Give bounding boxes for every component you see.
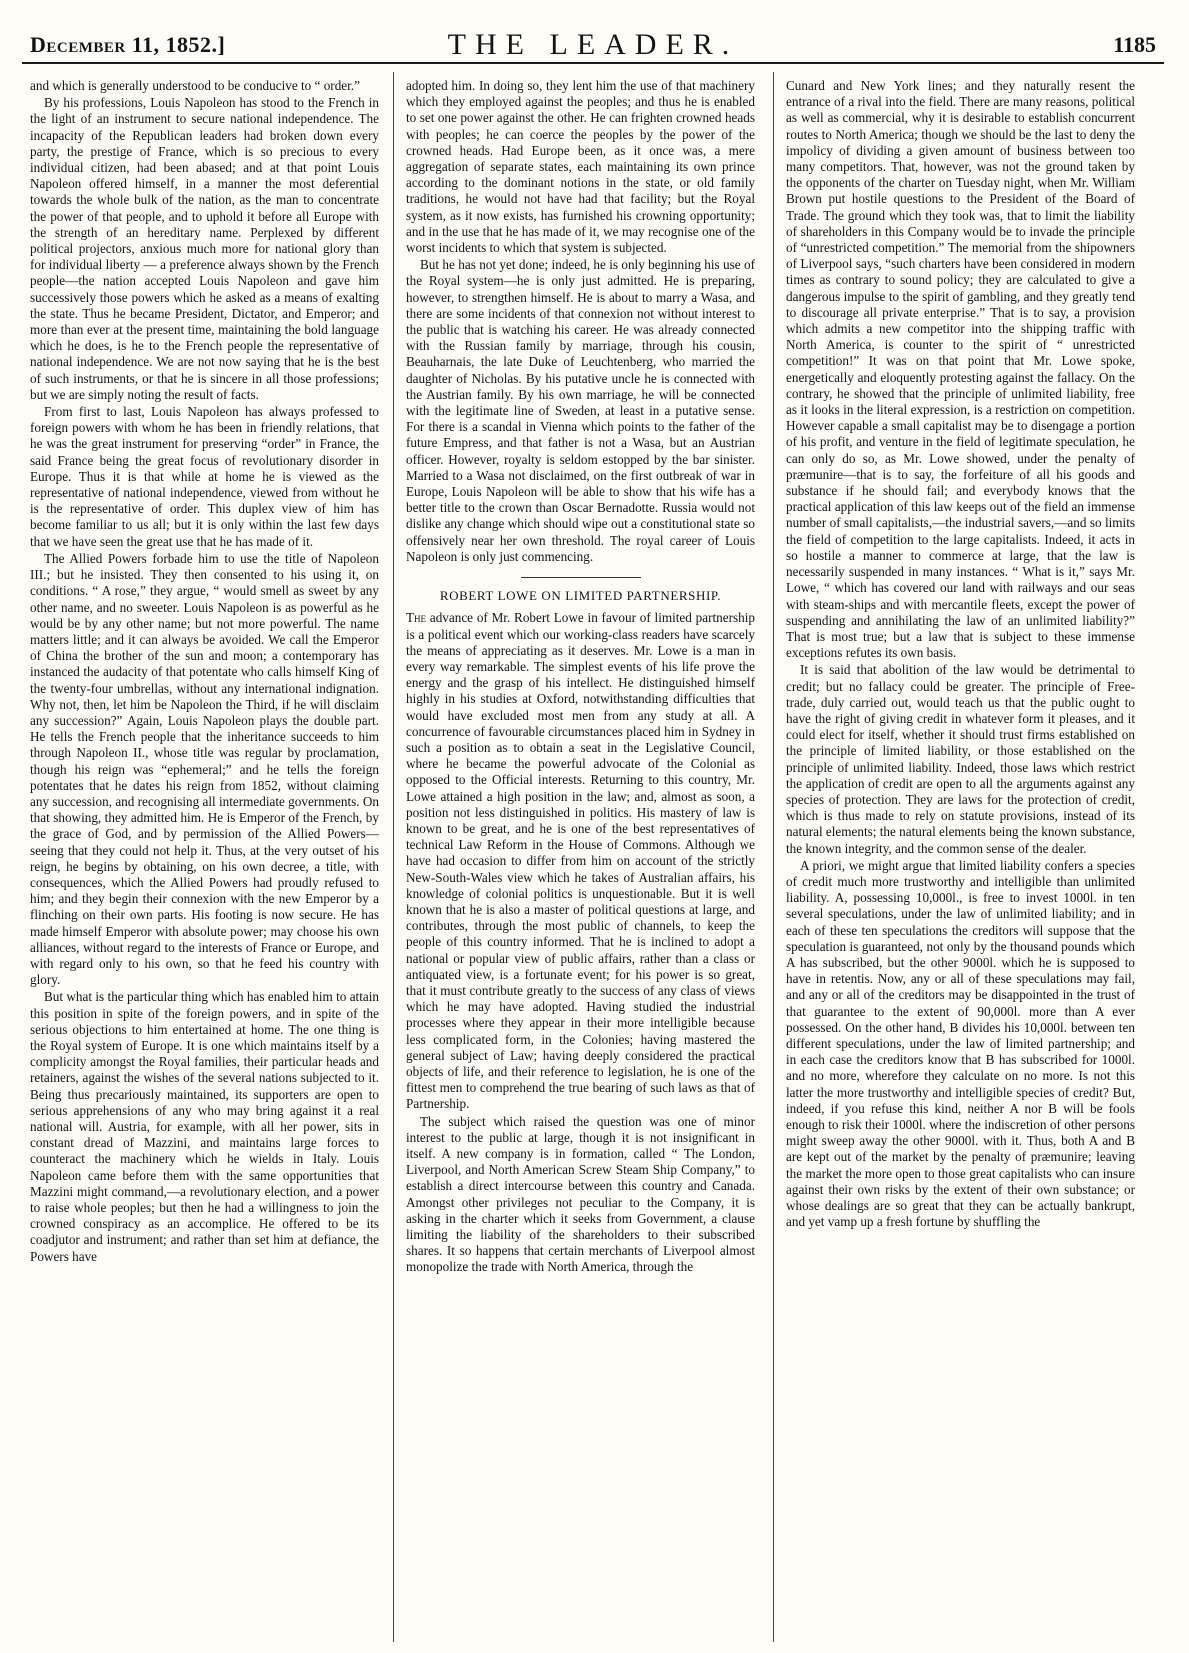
paragraph: A priori, we might argue that limited liability confers a species of credit much more trustworthy and intelligible than unlimited liability. A, possessing 10,000l., is free to invest 1000l. in ten several speculations, under the law of unlimited liability; and in each of these ten speculations the creditors will suppose that the speculation is guaranteed, not only by the thousand pounds which A has subscribed, but the other 9000l. which he is supposed to have in retentis. Now, any or all of these speculations may fail, and any or all of the creditors may be disappointed in the trust of that guarantee to the extent of 90,000l. more than A ever possessed. On the other hand, B divides his 10,000l. between ten different speculations, under the law of limited partnership; and in each case the creditors know that B has subscribed for 1000l. and no more, wherefore they calculate on no more. Is not this latter the more trustworthy and intelligible species of credit? But, indeed, if you refuse this kind, neither A nor B will be fools enough to risk their 1000l. where the indiscretion of other persons might sweep away the other 9000l. with it. Thus, both A and B are kept out of the market by the penalty of præmunire; leaving the market the more open to those great capitalists who can insure against their own risks by the extent of their own substance; or whose dealings are so great that they can be actually bankrupt, and yet vamp up a fresh fortune by shuffling the: [786, 857, 1135, 1230]
page-header: [22, 22, 1164, 64]
paragraph: The subject which raised the question was one of minor interest to the public at large, though it is not insignificant in itself. A new company is in formation, called “ The London, Liverpool, and North American Screw Steam Ship Company,” to establish a direct intercourse between this country and Canada. Amongst other privileges not peculiar to the Company, it is asking in the charter which it seeks from Government, a clause limiting the liability of the shareholders to their subscribed shares. It so happens that certain merchants of Liverpool almost monopolize the trade with North America, through the: [406, 1113, 755, 1275]
paragraph: By his professions, Louis Napoleon has stood to the French in the light of an instrument to secure national independence. The incapacity of the Republican leaders had broken down every party, the prestige of France, which is so precious to every individual citizen, had been abased; and at that point Louis Napoleon offered himself, in a manner the most deferential towards the whole bulk of the nation, as the man to concentrate the power of that people, and to uphold it before all Europe with the strength of an hereditary name. Perplexed by different political projectors, anxious much more for national glory than for individual liberty — a preference always shown by the French people—the nation accepted Louis Napoleon and gave him successively those powers which he asked as a means of exalting the state. Thus he became President, Dictator, and Emperor; and more than ever at the present time, maintaining the bold language which he does, is he to the French people the representative of national independence. We are not now saying that he is the best of such instruments, or that he is sincere in all those professions; but we are simply noting the result of facts.: [30, 95, 379, 402]
column-rule: [773, 72, 774, 1642]
paragraph: adopted him. In doing so, they lent him the use of that machinery which they employed against the peoples; and thus he is enabled to set one power against the other. He can frighten crowned heads with peoples; he can coerce the peoples by the power of the crowned heads. Had Europe been, as it once was, a mere aggregation of separate states, each maintaining its own prince according to the dominant notions in the state, or old family traditions, he would not have had that facility; but the Royal system, as it now exists, has furnished his crowning opportunity; and in the use that he has made of it, we may recognise one of the worst incidents to which that system is subjected.: [406, 78, 755, 256]
newspaper-title: THE LEADER.: [447, 28, 739, 61]
article-heading: ROBERT LOWE ON LIMITED PARTNERSHIP.: [439, 588, 722, 604]
paragraph: It is said that abolition of the law would be detrimental to credit; but no fallacy could be greater. The principle of Free-trade, duly carried out, would teach us that the public ought to have the right of giving credit in whatever form it pleases, and it could elect for itself, whether it should trust firms established on the principle of limited liability, or those established on the principle of unlimited liability. Indeed, those laws which restrict the application of credit are open to all the arguments against any species of protection. They are laws for the protection of credit, which is thus made to rely on statute provisions, instead of its natural elements; the natural elements being the known substance, the known integrity, and the common sense of the dealer.: [786, 662, 1135, 856]
section-divider: [521, 577, 641, 578]
column-2: [406, 78, 755, 1638]
paragraph: Cunard and New York lines; and they naturally resent the entrance of a rival into the field. There are many reasons, political as well as commercial, why it is desirable to establish concurrent routes to North America; though we should be the last to deny the impolicy of dividing a given amount of business between too many competitors. That, however, was not the ground taken by the opponents of the charter on Tuesday night, when Mr. William Brown put hostile questions to the President of the Board of Trade. The ground which they took was, that to limit the liability of shareholders in this Company would be to invade the principle of “unrestricted competition.” The memorial from the shipowners of Liverpool says, “such charters have been considered in modern times as contrary to sound policy; they are calculated to give a dangerous impulse to the spirit of gambling, and they greatly tend to discourage all private enterprise.” That is to say, a provision which admits a new competitor into the shipping traffic with North America, is counter to the spirit of “ unrestricted competition!” It was on that point that Mr. Lowe spoke, energetically and eloquently protesting against the fallacy. On the contrary, he showed that the principle of unlimited liability, free as it looks in the literal expression, is a restriction on competition. However capable a small capitalist may be to disengage a portion of his profit, and venture in the field of legitimate speculation, he can only do so, as Mr. Lowe showed, under the penalty of præmunire—that is to say, the forfeiture of all his goods and substance if he should fail; and everybody knows that the practical application of this law keeps out of the field an immense number of small capitalists,—the industrial savers,—and so limits the field of competition to the large capitalists. Indeed, it acts in so hostile a manner to commerce at large, that the law is necessarily suspended in many instances. “ What is it,” says Mr. Lowe, “ which has covered our land with railways and our seas with steam-ships and with mercantile fleets, except the power of suspending and annihilating the law of an unlimited liability?” That is most true; but a law that is subject to these immense exceptions refutes its own basis.: [786, 78, 1135, 661]
paragraph: But what is the particular thing which has enabled him to attain this position in spite of the foreign powers, and in spite of the serious objections to him entertained at home. The one thing is the Royal system of Europe. It is one which maintains itself by a complicity amongst the Royal families, their particular heads and retainers, against the wishes of the several nations subjected to it. Being thus precariously maintained, its supporters are open to serious apprehensions of any who may bring against it a real national will. Austria, for example, with all her power, sits in constant dread of Mazzini, and maintains large forces to counteract the machinery which he wields in Italy. Louis Napoleon came before them with the same opportunities that Mazzini might command,—a revolutionary election, and a power to raise whole peoples; but then he had a willingness to join the crowned conspiracy as an accomplice. He offered to be its coadjutor and instrument; and rather than set him at defiance, the Powers have: [30, 989, 379, 1264]
issue-date: December 11, 1852.]: [30, 32, 226, 57]
column-rule: [393, 72, 394, 1642]
paragraph-body: advance of Mr. Robert Lowe in favour of limited partnership is a political event which our working-class readers have scarcely the means of appreciating as it deserves. Mr. Lowe is a man in every way remarkable. The simplest events of his life prove the energy and the grasp of his intellect. He distinguished himself highly in his studies at Oxford, notwithstanding difficulties that would have excluded most men from any study at all. A concurrence of favourable circumstances placed him in Sydney in such a position as to obtain a seat in the Legislative Council, where he became the powerful advocate of the Colonial as opposed to the Official interests. Returning to this country, Mr. Lowe attained a high position in the law; and, almost as soon, a position not less distinguished in politics. His mastery of law is known to be great, and he is one of the best representatives of technical Law Reform in the House of Commons. Although we have had occasion to differ from him on account of the strictly New-South-Wales view which he takes of Australian affairs, his knowledge of colonial politics is unquestionable. But it is well known that he is also a master of political questions at large, and contributes, through the most public of channels, to keep the people of this country informed. That he is inclined to adopt a national or popular view of public affairs, rather than a class or antiquated view, is a fortunate event; for his power is so great, that it must contribute greatly to the success of any class of views which he may have adopted. Having studied the industrial processes where they appear in their more intelligible because less complicated form, in the Colonies; having mastered the general subject of Law; having deeply considered the practical objects of life, and their reference to legislation, he is one of the fittest men to comprehend the true bearing of such laws as that of Partnership.: [406, 610, 755, 1112]
column-3: [786, 78, 1135, 1638]
paragraph: and which is generally understood to be conducive to “ order.”: [30, 78, 360, 93]
paragraph: [406, 610, 755, 1112]
column-1: [30, 78, 379, 1638]
page-number: 1185: [1113, 32, 1156, 57]
paragraph: From first to last, Louis Napoleon has always professed to foreign powers with whom he has been in friendly relations, that he was the great instrument for preserving “order” in France, the said France being the great focus of revolutionary disorder in Europe. Thus it is that while at home he is viewed as the representative of national independence, viewed from without he is the representative of order. This duplex view of him has become familiar to us all; but it is only within the last few days that we have seen the great use that he has made of it.: [30, 404, 379, 549]
paragraph: But he has not yet done; indeed, he is only beginning his use of the Royal system—he is only just admitted. He is preparing, however, to strengthen himself. He is about to marry a Wasa, and there are some incidents of that connexion not without interest to the public that is watching his career. He was already connected with the Russian family by marriage, through his cousin, Beauharnais, the late Duke of Leuchtenberg, who married the daughter of Nicholas. By his putative uncle he is connected with the Austrian family. By his own marriage, he will be connected with the legitimate line of Sweden, at least in a putative sense. For there is a scandal in Vienna which points to the father of the future Empress, and that father is not a Wasa, but an Austrian officer. However, royalty is seldom estopped by the bar sinister. Married to a Wasa not disclaimed, on the first outbreak of war in Europe, Louis Napoleon will be able to show that his wife has a better title to the crown than Oscar Bernadotte. Russia would not dislike any change which should wipe out a constitutional state so offensively near her own threshold. The royal career of Louis Napoleon is only just commencing.: [406, 257, 755, 564]
paragraph: The Allied Powers forbade him to use the title of Napoleon III.; but he insisted. They then consented to his using it, on conditions. “ A rose,” they argue, “ would smell as sweet by any other name, and no sweeter. Louis Napoleon is as powerful as he would be by any other name; but not more powerful. The name matters little; and it can always be avoided. We call the Emperor of China the brother of the sun and moon; a contemporary has instanced the audacity of that potentate who calls himself King of the twenty-four umbrellas, without any international indignation. Why not, then, let him be Napoleon the Third, if he will disclaim any succession?” Again, Louis Napoleon plays the double part. He tells the French people that the inheritance succeeds to him through Napoleon II., whose title was regular by proclamation, though his reign was “ephemeral;” and he tells the foreign potentates that he dates his reign from 1852, without claiming any succession, and recognising all intermediate governments. On that showing, they admitted him. He is Emperor of the French, by the grace of God, and by permission of the Allied Powers—seeing that they could not help it. Thus, at the very outset of his reign, he begins by obtaining, on his own decree, a title, with consequences, which the Allied Powers had proudly refused to him; and they begin their connexion with the new Emperor by a flinching on their own parts. His footing is now secure. He has made himself Emperor with absolute power; may choose his own alliances, without regard to the interests of France or Europe, and with regard only to his own, so that he feed his country with glory.: [30, 550, 379, 988]
lead-word: The: [406, 610, 427, 626]
